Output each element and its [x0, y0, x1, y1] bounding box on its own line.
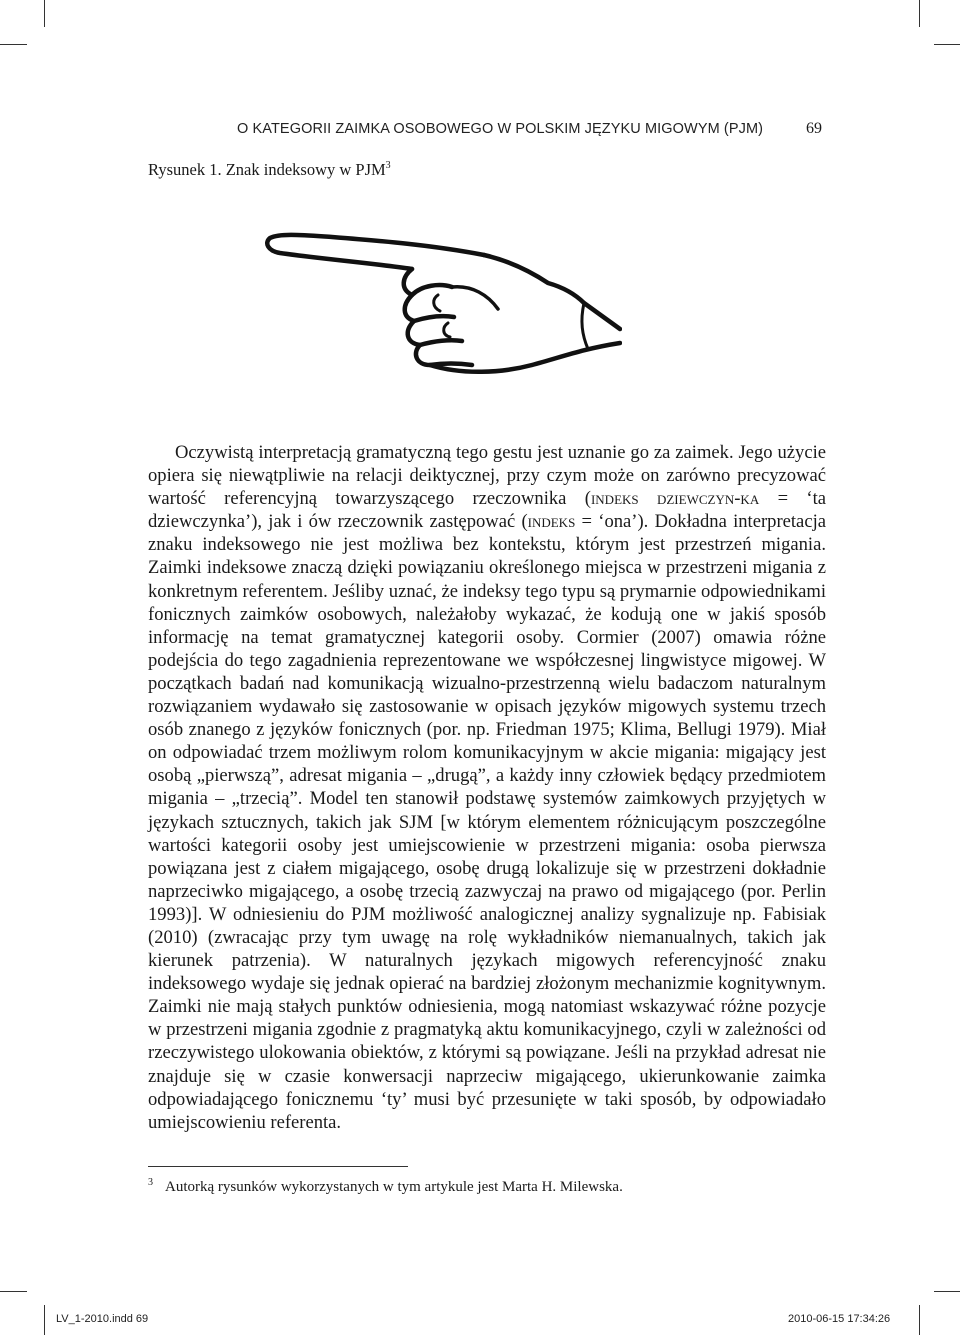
index-finger [267, 235, 484, 269]
footnote-number: 3 [148, 1177, 153, 1188]
hand-back [484, 255, 620, 329]
knuckle [404, 269, 412, 295]
slug-timestamp: 2010-06-15 17:34:26 [788, 1313, 891, 1325]
thumb [452, 287, 498, 309]
footnote-rule [148, 1166, 408, 1167]
crop-mark [919, 1305, 920, 1335]
paragraph [148, 441, 826, 1134]
gloss-small-caps: indeks dziewczyn-ka [590, 488, 760, 510]
gloss-small-caps: indeks [527, 511, 576, 533]
curled-finger [412, 285, 452, 295]
crop-mark [44, 1305, 45, 1335]
finger-crease [434, 295, 440, 311]
footnote-text: Autorką rysunków wykorzystanych w tym artykule jest Marta H. Milewska. [165, 1179, 623, 1195]
page-number: 69 [806, 120, 822, 137]
curled-finger [416, 345, 472, 365]
body-text [148, 441, 826, 1134]
caption-text: Rysunek 1. Znak indeksowy w PJM [148, 160, 386, 179]
text-run: = ‘ona’). Dokładna interpretacja znaku indeksowego nie jest możliwa bez kontekstu, którym jest przestrzeń migania. Zaimki indeksowe znaczą dzięki powiązaniu określonego miejsca w przestrzeni migania z konkretnym referentem. Jeśliby uznać, że indeksy tego typu są prymarnie odpowiednikami fonicznych zaimków osobowych, należałoby wykazać, że kodują one w jakiś sposób informację na temat gramatycznej kategorii osoby. Cormier (2007) omawia różne podejścia do tego zagadnienia reprezentowane we współczesnej lingwistyce migowej. W początkach badań nad komunikacją wizualno-przestrzenną wielu badaczom naturalnym rozwiązaniem wydawało się zastosowanie w opisach języków migowych systemu trzech osób znanego z języków fonicznych (por. np. Friedman 1975; Klima, Bellugi 1979). Miał on odpowiadać trzem możliwym rolom komunikacyjnym w akcie migania: migający jest osobą „pierwszą”, adresat migania – „drugą”, a każdy inny człowiek będący przedmiotem migania – „trzecią”. Model ten stanowił podstawę systemów zaimkowych przyjętych w językach sztucznych, takich jak SJM [w którym elementem różnicującym poszczególne wartości kategorii osoby jest umiejscowienie w przestrzeni migania: osoba pierwsza powiązana jest z ciałem migającego, osobę drugą lokalizuje się w przestrzeni dokładnie naprzeciwko migającego, a osobę trzecią zazwyczaj na prawo od migającego (por. Perlin 1993)]. W odniesieniu do PJM możliwość analogicznej analizy sygnalizuje np. Fabisiak (2010) (zwracając przy tym uwagę na rolę wykładników niemanualnych, takich jak kierunek patrzenia). W naturalnych językach migowych referencyjność znaku indeksowego wydaje się jednak opierać na bardziej złożonym mechanizmie kognitywnym. Zaimki nie mają stałych punktów odniesienia, mogą natomiast wskazywać różne pozycje w przestrzeni migania zgodnie z pragmatyką aktu komunikacyjnego, czyli w zależności od rzeczywistego ulokowania obiektów, z którymi są powiązane. Jeśli na przykład adresat nie znajduje się w czasie konwersacji naprzeciw migającego, ukierunkowanie zaimka odpowiadającego fonicznemu ‘ty’ musi być przesunięte w taki sposób, by odpowiadało umiejscowieniu referenta. [148, 511, 826, 1133]
footnote-ref: 3 [385, 160, 391, 171]
text-run: Oczywistą interpretacją gramatyczną tego gestu jest uznanie go za zaimek. Jego użycie opiera się niewątpliwie na relacji deiktycznej, przy czym może on zarówno precyzować wartość referencyjną towarzyszącego rzeczownika ( [148, 442, 826, 510]
crop-mark [44, 0, 45, 27]
text-run: = ‘ta dziewczynka’), jak i ów rzeczownik zastępować ( [148, 488, 827, 533]
slug-file-name: LV_1-2010.indd 69 [56, 1313, 149, 1325]
footnote [148, 1177, 623, 1196]
crop-mark [934, 1291, 960, 1292]
palm-edge [430, 343, 620, 372]
hand-pointing-illustration [262, 225, 622, 400]
figure-caption [148, 160, 391, 180]
curled-finger [408, 321, 462, 345]
running-head: O KATEGORII ZAIMKA OSOBOWEGO W POLSKIM JĘZYKU MIGOWYM (PJM) [237, 121, 764, 137]
crop-mark [919, 0, 920, 27]
crop-mark [0, 44, 27, 45]
crop-mark [934, 44, 960, 45]
finger-crease [444, 323, 450, 337]
cuff [582, 303, 588, 349]
curled-finger [405, 295, 454, 321]
crop-mark [0, 1291, 27, 1292]
